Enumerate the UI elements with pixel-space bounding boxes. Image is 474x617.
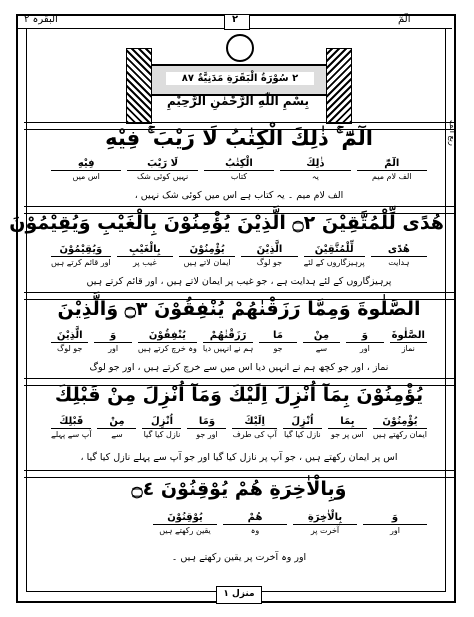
word-cell: بِالْاٰخِرَةِ آخرت پر [290, 512, 360, 535]
verse-4-words [48, 416, 430, 439]
ornament-left [126, 48, 152, 124]
footer-manzil: منزل ۱ [223, 589, 255, 599]
word-cell: الصَّلٰوةَ نماز [387, 330, 430, 353]
word-cell: مِنْ سے [94, 416, 139, 439]
verse-1-words [48, 158, 430, 181]
verse-1-arabic: الٓمّٓ ۚ ذٰلِكَ الْكِتٰبُ لَا رَيْبَ ۚ فِيْهِ [105, 126, 373, 150]
verse-3-arabic: الصَّلٰوةَ وَمِمَّا رَزَقْنٰهُمْ يُنْفِقُوْنَ ۝٣ وَالَّذِيْنَ [57, 298, 421, 320]
verse-2-arabic: هُدًى لِّلْمُتَّقِيْنَ ۝٢ الَّذِيْنَ يُؤْمِنُوْنَ بِالْغَيْبِ وَيُقِيْمُوْنَ [9, 212, 444, 234]
word-cell: اُنْزِلَ نازل کیا گیا [284, 416, 321, 439]
verse-2-words [48, 244, 430, 267]
word-cell: هُدًى ہدایت [368, 244, 430, 267]
word-cell: فِيْهِ اس میں [48, 158, 124, 181]
verse-5-translation: اور وہ آخرت پر یقین رکھتے ہیں ۔ [171, 552, 307, 563]
word-cell: وَيُقِيْمُوْنَ اور قائم کرتے ہیں [50, 244, 111, 267]
word-cell: قَبْلِكَ آپ سے پہلے [51, 416, 92, 439]
word-cell: الَّذِيْنَ جو لوگ [48, 330, 91, 353]
verse-5-arabic: وَبِالْاٰخِرَةِ هُمْ يُوْقِنُوْنَ ۝٤ [131, 478, 347, 500]
word-cell: وَ اور [91, 330, 134, 353]
header-surah-label: البقرہ ۲ [24, 14, 58, 25]
verse-4-arabic: يُؤْمِنُوْنَ بِمَآ اُنْزِلَ اِلَيْكَ وَمَآ اُنْزِلَ مِنْ قَبْلِكَ [54, 384, 424, 406]
word-cell: رَزَقْنٰهُمْ ہم نے انہیں دیا [202, 330, 254, 353]
word-cell: بِالْغَيْبِ غیب پر [114, 244, 176, 267]
verse-4-translation: اس پر ایمان رکھتے ہیں ، جو آپ پر نازل کیا گیا اور جو آپ سے پہلے نازل کیا گیا ، [80, 452, 398, 463]
verse-2-translation: پرہیزگاروں کے لئے ہدایت ہے ، جو غیب پر ایمان لاتے ہیں ، اور قائم کرتے ہیں [86, 276, 392, 287]
surah-title: ٢ سُوْرَةُ الْبَقَرَةِ مَدَنِيَّةٌ ٨٧ [166, 72, 314, 85]
word-cell: هُمْ وہ [220, 512, 290, 535]
word-cell: مَا جو [256, 330, 299, 353]
word-cell: يُوْقِنُوْنَ یقین رکھتے ہیں [150, 512, 220, 535]
word-cell: اُنْزِلَ نازل کیا گیا [143, 416, 181, 439]
ornament-top-circle [226, 34, 254, 62]
verse-3-translation: نماز ، اور جو کچھ ہم نے انہیں دیا اس میں سے خرچ کرتے ہیں ، اور جو لوگ [89, 362, 389, 373]
word-cell: لِّلْمُتَّقِيْنَ پرہیزگاروں کے لئے [303, 244, 365, 267]
ornament-right [326, 48, 352, 124]
header-page-number: ۲ [232, 14, 239, 25]
footer-manzil-box [216, 586, 262, 604]
word-cell: الْكِتٰبُ کتاب [201, 158, 277, 181]
word-cell: ذٰلِكَ یہ [277, 158, 353, 181]
surah-title-plaque [150, 64, 330, 96]
word-cell: الَّذِيْنَ جو لوگ [238, 244, 300, 267]
verse-5-words [150, 512, 430, 535]
word-cell: يُنْفِقُوْنَ وہ خرچ کرتے ہیں [137, 330, 197, 353]
word-cell: وَ اور [360, 512, 430, 535]
margin-note: ربع الف [448, 120, 457, 146]
word-cell: وَمَا اور جو [184, 416, 229, 439]
word-cell: مِنْ سے [300, 330, 343, 353]
word-cell: اِلَيْكَ آپ کی طرف [232, 416, 277, 439]
verse-1-translation: الف لام میم ۔ یہ کتاب ہے اس میں کوئی شک نہیں ، [134, 190, 344, 201]
bismillah: بِسْمِ اللّٰهِ الرَّحْمٰنِ الرَّحِيْمِ [166, 94, 310, 108]
header-juz-name: الٓمٓ [398, 14, 411, 25]
word-cell: يُؤْمِنُوْنَ ایمان لاتے ہیں [176, 244, 238, 267]
word-cell: الٓمّٓ الف لام میم [354, 158, 430, 181]
verse-3-words [48, 330, 430, 353]
word-cell: وَ اور [343, 330, 386, 353]
word-cell: لَا رَيْبَ نہیں کوئی شک [124, 158, 200, 181]
word-cell: بِمَا اس پر جو [325, 416, 370, 439]
divider [24, 470, 454, 478]
word-cell: يُؤْمِنُوْنَ ایمان رکھتے ہیں [372, 416, 427, 439]
